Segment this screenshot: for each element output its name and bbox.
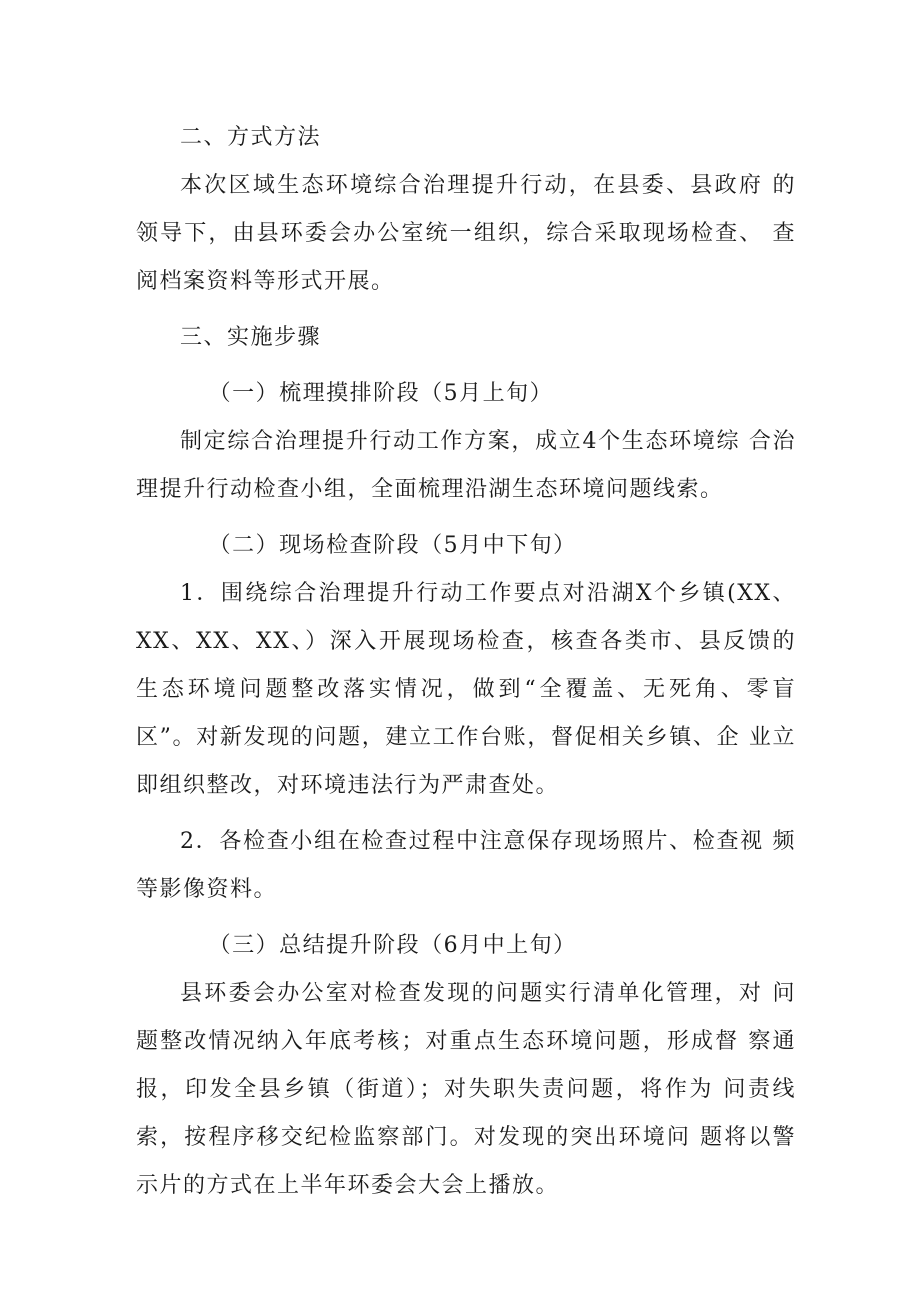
subheading-phase-2: （二）现场检查阶段（5月中下旬）	[208, 533, 577, 558]
paragraph-phase-2-item-1: 1．围绕综合治理提升行动工作要点对沿湖X个乡镇(XX、 XX、XX、XX、）深入开展现场检查，核查各类市、县反馈的 生态环境问题整改落实情况，做到“全覆盖、无死角、零盲 区”。对新发现的问题，建立工作台账，督促相关乡镇、企 业立即组织整改，对环境违法行为严肃查处。	[136, 581, 796, 798]
paragraph-methods: 本次区域生态环境综合治理提升行动，在县委、县政府 的领导下，由县环委会办公室统一组织，综合采取现场检查、 查阅档案资料等形式开展。	[136, 173, 796, 294]
paragraph-phase-2-item-2: 2．各检查小组在检查过程中注意保存现场照片、检查视 频等影像资料。	[136, 829, 796, 902]
section-heading-steps: 三、实施步骤	[180, 325, 322, 350]
paragraph-phase-1: 制定综合治理提升行动工作方案，成立4个生态环境综 合治理提升行动检查小组，全面梳理沿湖生态环境问题线索。	[136, 429, 796, 502]
paragraph-phase-3: 县环委会办公室对检查发现的问题实行清单化管理，对 问题整改情况纳入年底考核；对重点生态环境问题，形成督 察通报，印发全县乡镇（街道）；对失职失责问题，将作为 问责线索，按程序移交纪检监察部门。对发现的突出环境问 题将以警示片的方式在上半年环委会大会上播放。	[136, 981, 796, 1198]
document-body	[136, 114, 796, 1210]
section-heading-methods: 二、方式方法	[180, 125, 322, 150]
subheading-phase-1: （一）梳理摸排阶段（5月上旬）	[208, 381, 554, 406]
subheading-phase-3: （三）总结提升阶段（6月中上旬）	[208, 933, 577, 958]
